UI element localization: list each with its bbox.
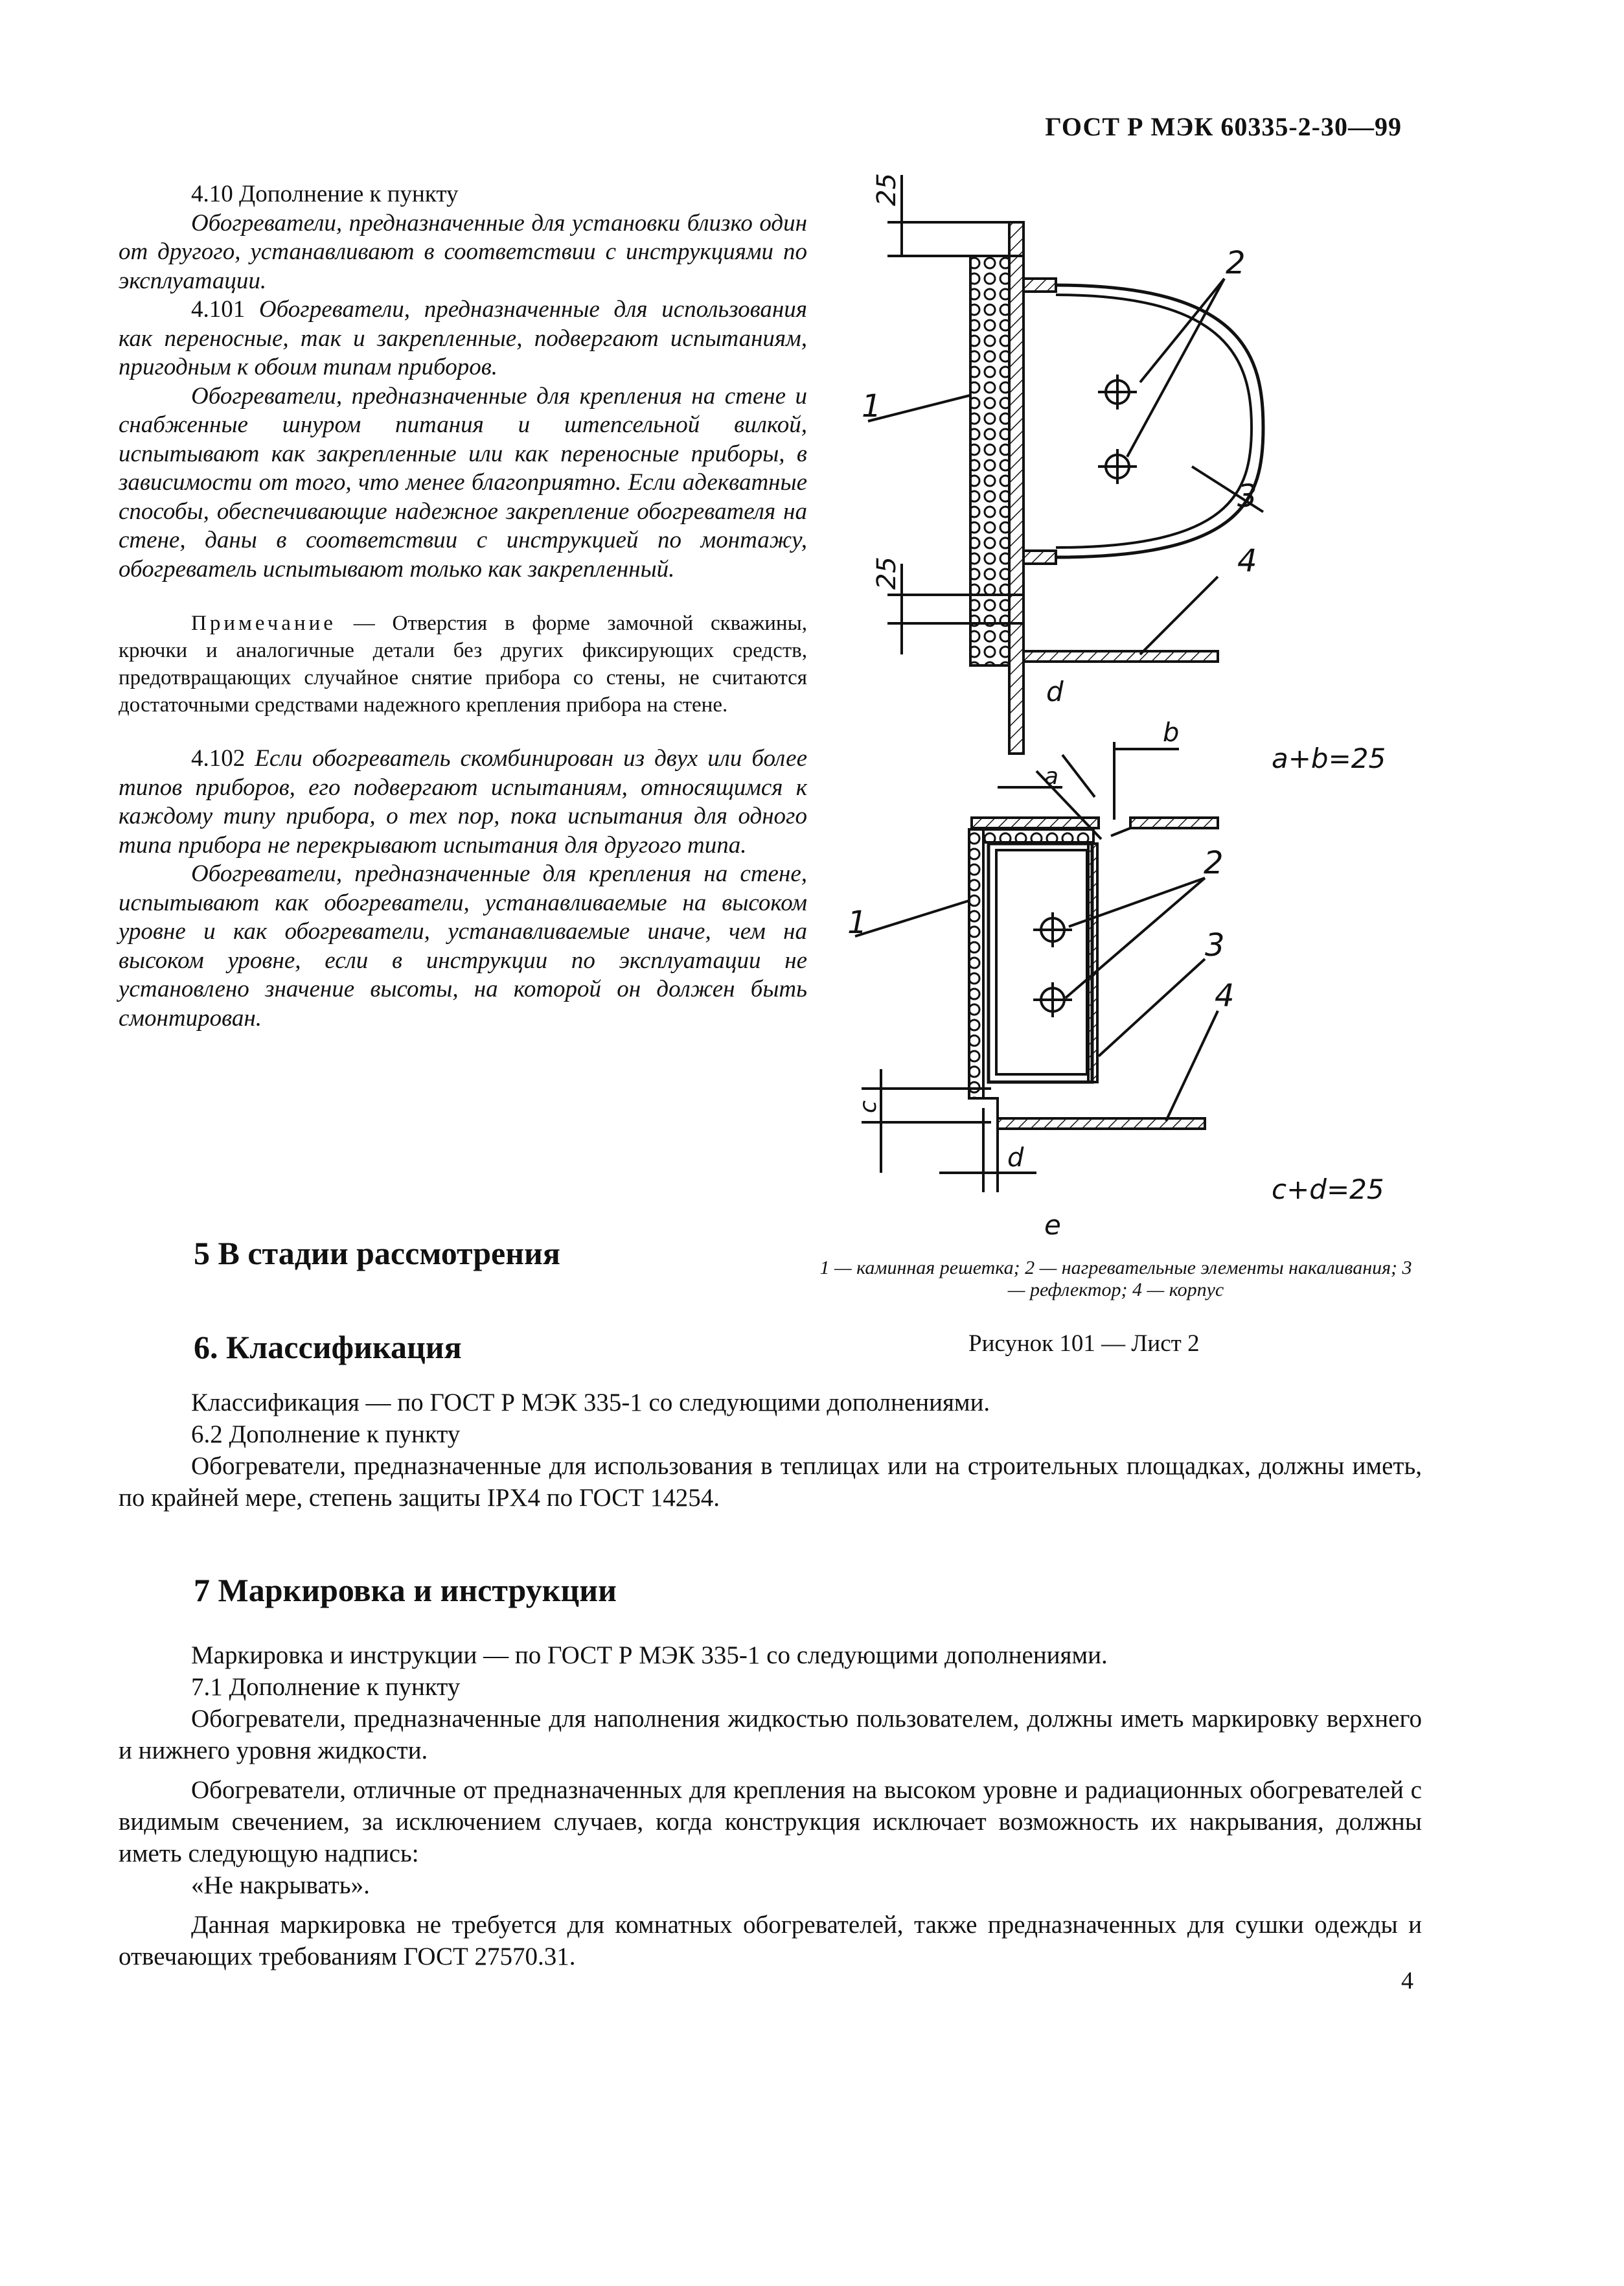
- label-c: c: [855, 1100, 882, 1113]
- section-6-p3: Обогреватели, предназначенные для использования в теплицах или на строительных площадках, должны иметь, по крайней мере, степень защиты IPX4 по ГОСТ 14254.: [119, 1452, 1422, 1512]
- label-2-e: 2: [1204, 845, 1224, 881]
- label-2-d: 2: [1226, 245, 1246, 281]
- note: [119, 610, 807, 719]
- clause-4-101: [119, 295, 807, 382]
- section-7-p1: Маркировка и инструкции — по ГОСТ Р МЭК 335-1 со следующими дополнениями.: [191, 1641, 1108, 1669]
- figure-legend: 1 — каминная решетка; 2 — нагревательные элементы накаливания; 3 — рефлектор; 4 — корпус: [819, 1257, 1412, 1300]
- drawing-d: [868, 175, 1263, 754]
- figure-title: Рисунок 101 — Лист 2: [968, 1330, 1200, 1357]
- label-b: b: [1163, 718, 1180, 748]
- section-7-p4: Обогреватели, отличные от предназначенных для крепления на высоком уровне и радиационных обогревателей с видимым свечением, за исключением случаев, когда конструкция исключает возможность их накрывания, должны иметь следующую надпись:: [119, 1776, 1422, 1867]
- label-d-e: d: [1007, 1143, 1024, 1173]
- section-7-body: [119, 1639, 1422, 1972]
- section-6-p2: 6.2 Дополнение к пункту: [191, 1420, 461, 1448]
- label-4-d: 4: [1237, 543, 1257, 579]
- clause-4-10-text: Обогреватели, предназначенные для установки близко один от другого, устанавливают в соответствии с инструкциями по эксплуатации.: [119, 209, 807, 294]
- formula-cd: c+d=25: [1272, 1173, 1384, 1205]
- clause-number: 4.101: [191, 296, 246, 323]
- clause-4-102: [119, 745, 807, 860]
- label-a: a: [1044, 763, 1059, 790]
- document-header: ГОСТ Р МЭК 60335-2-30—99: [1045, 112, 1402, 141]
- section-6-title: 6. Классификация: [194, 1329, 462, 1365]
- section-7-p3: Обогреватели, предназначенные для наполнения жидкостью пользователем, должны иметь маркировку верхнего и нижнего уровня жидкости.: [119, 1705, 1422, 1764]
- label-3-e: 3: [1205, 927, 1225, 964]
- dim-top-label: 25: [872, 173, 902, 206]
- clause-4-10: 4.10 Дополнение к пункту: [191, 181, 459, 207]
- section-7-title: 7 Маркировка и инструкции: [194, 1572, 617, 1608]
- sub-label-d: d: [1046, 676, 1064, 708]
- clause-text: Если обогреватель скомбинирован из двух или более типов приборов, его подвергают испытаниям, относящимся к каждому типу прибора, о тех пор, пока испытания для одного типа прибора не перекрывают испытания для другого типа.: [119, 745, 807, 859]
- left-column: [119, 180, 807, 1033]
- section-7-p6: Данная маркировка не требуется для комнатных обогревателей, также предназначенных для сушки одежды и отвечающих требованиям ГОСТ 27570.31.: [119, 1911, 1422, 1970]
- section-7-p2: 7.1 Дополнение к пункту: [191, 1673, 461, 1701]
- section-7-p5: «Не накрывать».: [191, 1871, 370, 1899]
- formula-ab: a+b=25: [1272, 743, 1386, 774]
- section-6-p1: Классификация — по ГОСТ Р МЭК 335-1 со следующими дополнениями.: [191, 1389, 990, 1416]
- label-4-e: 4: [1215, 978, 1235, 1014]
- section-5-title: 5 В стадии рассмотрения: [194, 1235, 560, 1271]
- sub-label-e: e: [1044, 1209, 1061, 1241]
- dim-bottom-label: 25: [872, 557, 902, 590]
- drawing-e: [855, 742, 1218, 1192]
- clause-text: Обогреватели, предназначенные для использования как переносные, так и закрепленные, подвергают испытаниям, пригодным к обоим типам приборов.: [119, 296, 807, 380]
- wall-mount-test-paragraph: Обогреватели, предназначенные для крепления на стене, испытывают как обогреватели, устанавливаемые на высоком уровне и как обогреватели, устанавливаемые иначе, чем на высоком уровне, если в инструкции по эксплуатации не установлено значение высоты, на которой он должен быть смонтирован.: [119, 860, 807, 1032]
- note-label: Примечание: [191, 612, 336, 635]
- label-1-d: 1: [862, 388, 882, 424]
- label-3-d: 3: [1237, 478, 1257, 514]
- clause-number: 4.102: [191, 745, 246, 772]
- note-text: — Отверстия в форме замочной скважины, крючки и аналогичные детали без других фиксирующих средств, предотвращающих случайное снятие прибора со стены, не считаются достаточными средствами надежного крепления прибора на стене.: [119, 612, 807, 717]
- section-6-body: [119, 1387, 1422, 1514]
- wall-mount-paragraph: Обогреватели, предназначенные для крепления на стене и снабженные шнуром питания и штепсельной вилкой, испытывают как закрепленные или как переносные приборы, в зависимости от того, что менее благоприятно. Если адекватные способы, обеспечивающие надежное закрепление обогревателя на стене, даны в соответствии с инструкцией по монтажу, обогреватель испытывают только как закрепленный.: [119, 382, 807, 583]
- label-1-e: 1: [847, 905, 867, 941]
- page-number: 4: [1401, 1967, 1413, 1994]
- figure-101-drawing: [842, 162, 1458, 1264]
